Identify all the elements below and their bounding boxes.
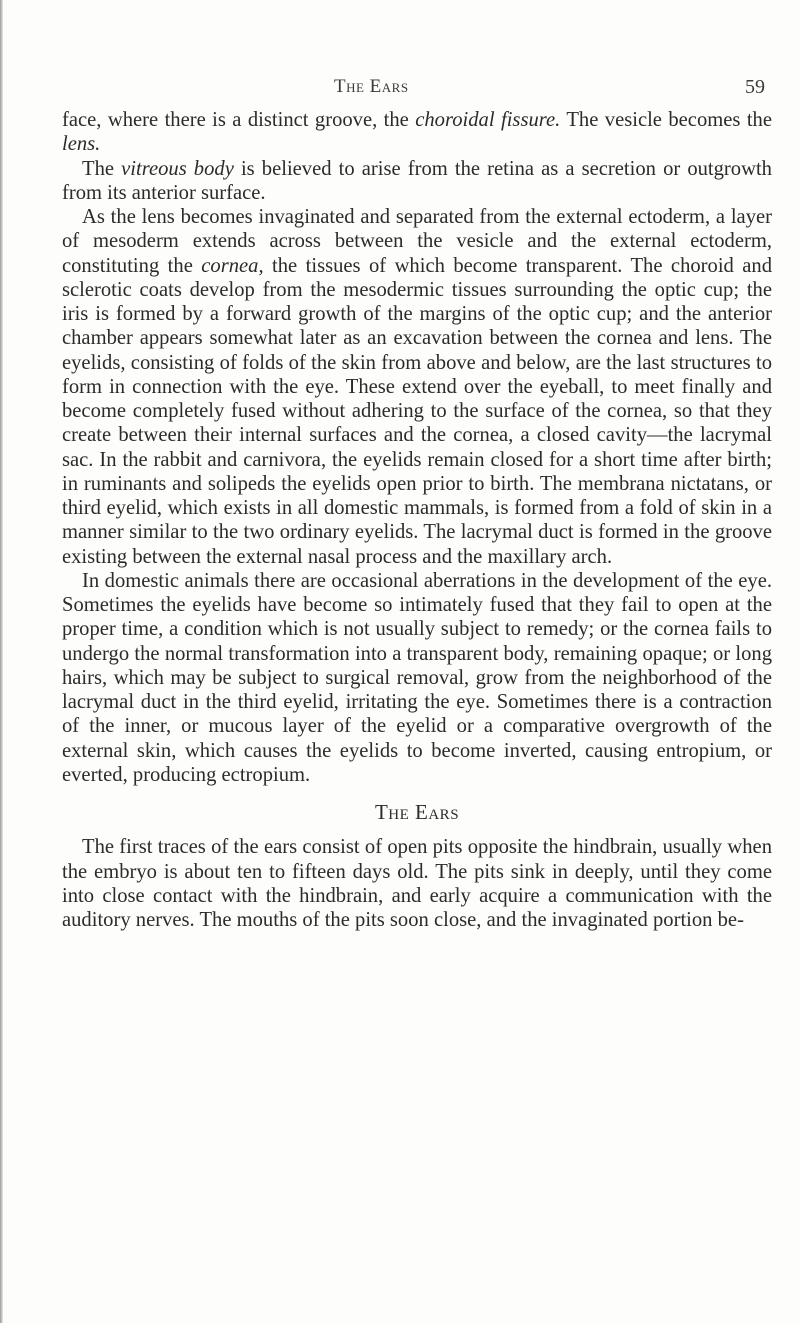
- term-vitreous-body: vitreous body: [121, 157, 234, 180]
- paragraph-3-text-a: As the lens becomes invaginated and separated from the external ectoderm, a layer of mesoderm extends across between the vesicle and the external ectoderm, constituting the: [62, 206, 772, 277]
- paragraph-2-text-b: is believed to arise from the retina as a secretion or outgrowth from its anterior surface.: [62, 157, 772, 204]
- page-number: 59: [745, 76, 765, 98]
- paragraph-2-text-a: The: [82, 157, 122, 180]
- term-lens: lens.: [62, 133, 101, 156]
- paragraph-1-text-b: The vesicle becomes the: [560, 109, 772, 131]
- term-cornea: cornea,: [201, 254, 264, 277]
- paragraph-4: In domestic animals there are occasional aberrations in the development of the eye. Sometimes the eyelids have become so intimately fused that they fail to open at the proper time, a condition which is not usually subject to remedy; or the cornea fails to undergo the normal transformation into a transparent body, remaining opaque; or long hairs, which may be subject to surgical removal, grow from the neighborhood of the lacrymal duct in the third eyelid, irritating the eye. Sometimes there is a contraction of the inner, or mucous layer of the eyelid or a comparative overgrowth of the external skin, which causes the eyelids to become inverted, causing entropium, or everted, producing ectropium.: [62, 569, 772, 786]
- paragraph-2: [62, 157, 772, 206]
- page-header: [0, 74, 800, 104]
- section-heading: The Ears: [374, 800, 460, 824]
- page-edge-shadow: [0, 0, 3, 1323]
- term-choroidal-fissure: choroidal fissure.: [415, 109, 561, 131]
- paragraph-3-text-b: the tissues of which become transparent. The choroid and sclerotic coats develop from the mesodermic tissues surrounding the optic cup; the iris is formed by a forward growth of the margins of the optic cup; and the anterior chamber appears somewhat later as an excavation between the cornea and lens. The eyelids, consisting of folds of the skin from above and below, are the last structures to form in connection with the eye. These extend over the eyeball, to meet finally and become completely fused without adhering to the surface of the cornea, so that they create between their internal surfaces and the cornea, a closed cavity—the lacrymal sac. In the rabbit and carnivora, the eyelids remain closed for a short time after birth; in ruminants and solipeds the eyelids open prior to birth. The membrana nictatans, or third eyelid, which exists in all domestic mammals, is formed from a fold of skin in a manner similar to the two ordinary eyelids. The lacrymal duct is formed in the groove existing between the external nasal process and the maxillary arch.: [62, 254, 772, 568]
- paragraph-5: The first traces of the ears consist of open pits opposite the hindbrain, usually when the embryo is about ten to fifteen days old. The pits sink in deeply, until they come into close contact with the hindbrain, and early acquire a communication with the auditory nerves. The mouths of the pits soon close, and the invaginated portion be-: [62, 836, 772, 931]
- paragraph-1: [62, 108, 772, 157]
- running-title: The Ears: [334, 76, 409, 97]
- body-text: [62, 108, 772, 932]
- paragraph-3: [62, 205, 772, 569]
- paragraph-1-text-a: face, where there is a distinct groove, the: [62, 109, 416, 131]
